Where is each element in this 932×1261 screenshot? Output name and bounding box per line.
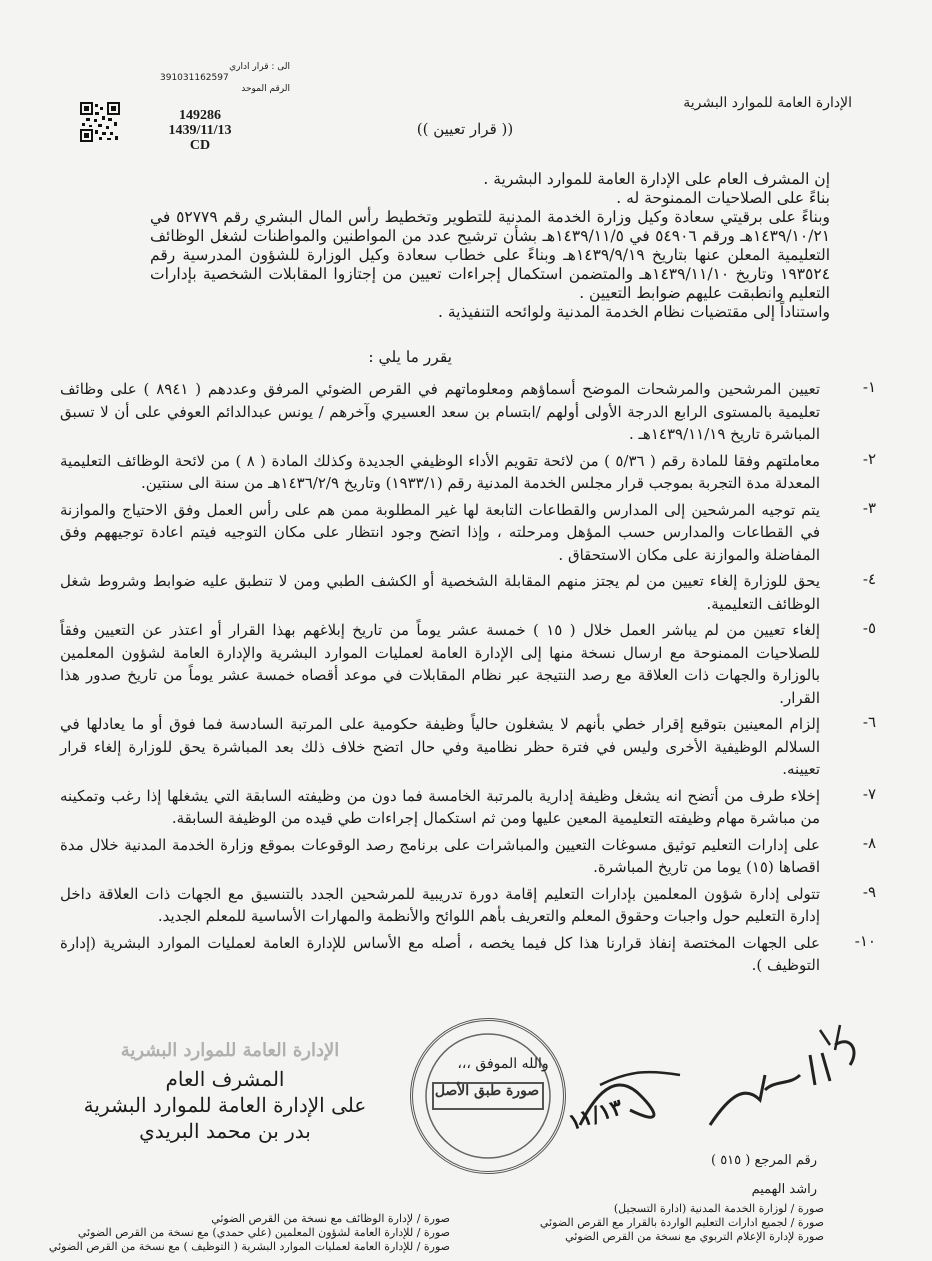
doc-code: CD — [189, 138, 211, 153]
closing-text: والله الموفق ،،، — [457, 1056, 549, 1072]
item-number: ١- — [862, 378, 876, 396]
item-number: ٩- — [862, 882, 876, 901]
copy-line: صورة / للإدارة العامة لشؤون المعلمين (علي حمدي) مع نسخة من القرص الضوئي — [77, 1226, 450, 1239]
item-number: ٨- — [862, 833, 876, 852]
item-text: يحق للوزارة إلغاء تعيين من لم يجتز منهم المقابلة الشخصية أو الكشف الطبي ومن لا تنطبق عليه ضوابط وشروط شغل الوظائف التعليمية. — [60, 572, 820, 613]
list-item — [60, 619, 876, 709]
copies-right — [494, 1202, 824, 1244]
preamble-line-3: وبناءً على برقيتي سعادة وكيل وزارة الخدمة المدنية للتطوير وتخطيط رأس المال البشري رقم ٥٢٧٧٩ في ١٤٣٩/١٠/٢١هـ ورقم ٥٤٩٠٦ في ١٤٣٩/١١/٥هـ بشأن ترشيح عدد من المواطنين والمواطنات لشغل الوظائف التعليمية المعلن عنها بتاريخ ١٤٣٩/٩/١٩هـ وبناءً على خطاب سعادة وكيل الوزارة للشؤون المدرسية رقم ١٩٣٥٢٤ وتاريخ ١٤٣٩/١١/١٠هـ والمتضمن استكمال إجراءات تعيين من إجتازوا المقابلات الشخصية بإدارات التعليم وانطبقت عليهم ضوابط التعيين . — [150, 208, 831, 302]
preamble-line-1: إن المشرف العام على الإدارة العامة للموارد البشرية . — [483, 170, 830, 188]
preamble — [150, 170, 830, 322]
list-item — [60, 499, 876, 567]
stamp-ghost-text: الإدارة العامة للموارد البشرية — [120, 1040, 340, 1061]
reference-label: الى : قرار اداري — [229, 62, 290, 72]
handwritten-date: ١١/١٣ — [565, 1094, 626, 1136]
list-item — [60, 785, 876, 830]
copy-line: صورة / لإدارة الوظائف مع نسخة من القرص الضوئي — [211, 1212, 450, 1225]
item-text: تعيين المرشحين والمرشحات الموضح أسماؤهم ومعلوماتهم في القرص الضوئي المرفق وعددهم ( ٨٩٤١ ) على وظائف تعليمية بالمستوى الرابع الدرجة الأولى أولهم /ابتسام بن سعد العسيري وآخرهم / يونس عبدالدائم العوفي على أن لا تسبق المباشرة تاريخ ١٤٣٩/١١/١٩هـ . — [60, 380, 820, 443]
item-number: ٢- — [862, 449, 876, 468]
item-number: ٤- — [862, 570, 876, 588]
item-number: ١٠- — [854, 931, 876, 950]
item-text: معاملتهم وفقا للمادة رقم ( ٥/٣٦ ) من لائحة تقويم الأداء الوظيفي الجديدة وكذلك المادة ( ٨ ) من لائحة الوظائف التعليمية المعدلة مدة التجربة بموجب قرار مجلس الخدمة المدنية رقم (١٩٣٣/١) وتاريخ ١٤٣٦/٢/٩هـ من سنة الى سنتين. — [60, 451, 821, 492]
item-text: يتم توجيه المرشحين إلى المدارس والقطاعات التابعة لها غير المطلوبة ممن هم على رأس العمل وفق الاحتياج والموازنة في القطاعات والمدارس حسب المؤهل ومرحلته ، وإذا اتضح وجود انتظار على مكان التوجيه فيتم اعادة توجيههم وفق المفاضلة والموازنة على مكان الاستحقاق . — [60, 500, 821, 564]
item-text: إخلاء طرف من أتضح انه يشغل وظيفة إدارية بالمرتبة الخامسة فما دون من وظيفته السابقة التي يشغلها إذا رغب وتمكينه من مباشرة مهام وظيفته التعليمية المعين عليها ومن ثم استكمال إجراءات طي قيده من الوظيفة السابقة. — [60, 786, 820, 827]
item-number: ٥- — [862, 619, 876, 637]
seal-text: صورة طبق الأصل — [434, 1083, 540, 1099]
signer-title: المشرف العام — [165, 1067, 285, 1091]
copies-left — [40, 1212, 450, 1254]
signer-name: بدر بن محمد البريدي — [139, 1119, 311, 1143]
reference-author: راشد الهميم — [751, 1182, 817, 1197]
item-number: ٦- — [862, 713, 876, 731]
copy-line: صورة / لوزارة الخدمة المدنية (ادارة التسجيل) — [613, 1202, 824, 1215]
page-title: (( قرار تعيين )) — [416, 120, 514, 138]
item-text: إلغاء تعيين من لم يباشر العمل خلال ( ١٥ ) خمسة عشر يوماً من تاريخ إبلاغهم بهذا القرار أو اعتذر عن التعيين وفقاً للصلاحيات الممنوحة مع ارسال نسخة منها إلى الإدارة العامة لعمليات الموارد البشرية والإدارة العامة لشؤون المعلمين بالوزارة والجهات ذات العلاقة مع رصد النتيجة عبر نظام المقابلات في موعد أقصاه خمسة عشر يوماً من تاريخ صدور هذا القرار. — [60, 621, 820, 707]
item-number: ٣- — [862, 498, 876, 517]
doc-date: 1439/11/13 — [168, 123, 232, 138]
reference-number: 391031162597 — [160, 73, 229, 83]
preamble-line-2: بناءً على الصلاحيات الممنوحة له . — [616, 189, 830, 207]
items-list — [60, 378, 876, 977]
item-text: على الجهات المختصة إنفاذ قرارنا هذا كل فيما يخصه ، أصله مع الأساس للإدارة العامة لعمليات الموارد البشرية (إدارة التوظيف ). — [60, 933, 820, 974]
signer-department: على الإدارة العامة للموارد البشرية — [83, 1093, 367, 1117]
item-number: ٧- — [862, 784, 876, 803]
list-item — [60, 932, 876, 977]
doc-number: 149286 — [179, 108, 221, 123]
copy-line: صورة لإدارة الإعلام التربوي مع نسخة من القرص الضوئي — [565, 1230, 824, 1243]
handwritten-signature-icon — [560, 1015, 890, 1155]
department-name: الإدارة العامة للموارد البشرية — [683, 95, 852, 111]
list-item — [60, 378, 876, 446]
reference-sub: الرقم الموحد — [241, 84, 290, 94]
copy-line: صورة / لجميع ادارات التعليم الواردة بالقرار مع القرص الضوئي — [539, 1216, 824, 1229]
item-text: على إدارات التعليم توثيق مسوغات التعيين والمباشرات على برنامج رصد الوقوعات بموقع وزارة الخدمة المدنية خلال مدة اقصاها (١٥) يوما من تاريخ المباشرة. — [60, 835, 820, 876]
qr-code-icon — [80, 102, 120, 142]
list-item — [60, 450, 876, 495]
item-text: إلزام المعينين بتوقيع إقرار خطي بأنهم لا يشغلون حالياً وظيفة حكومية على المرتبة السادسة فما فوق أو ما يعادلها في السلالم الوظيفية الأخرى وليس في فترة حظر نظامية وفي حال اتضح خلاف ذلك بعد المباشرة يحق للوزارة إلغاء قرار تعيينه. — [60, 715, 820, 778]
decides-heading: يقرر ما يلي : — [368, 348, 452, 366]
list-item — [60, 834, 876, 879]
signature-block — [70, 1066, 380, 1144]
item-text: تتولى إدارة شؤون المعلمين بإدارات التعليم إقامة دورة تدريبية للمرشحين الجدد بالتنسيق مع الجهات ذات العلاقة داخل إدارة التعليم حول واجبات وحقوق المعلم والتعريف بأهم اللوائح والأنظمة والمهارات الأساسية للمعلم الجديد. — [60, 884, 820, 925]
reference-number-line: رقم المرجع ( ٥١٥ ) — [710, 1153, 817, 1168]
preamble-line-4: واستناداً إلى مقتضيات نظام الخدمة المدنية ولوائحه التنفيذية . — [438, 303, 830, 321]
reference-box — [160, 62, 290, 95]
list-item — [60, 570, 876, 615]
copy-line: صورة / للإدارة العامة لعمليات الموارد البشرية ( التوظيف ) مع نسخة من القرص الضوئي — [48, 1240, 450, 1253]
doc-meta — [150, 108, 250, 153]
list-item — [60, 883, 876, 928]
list-item — [60, 713, 876, 781]
